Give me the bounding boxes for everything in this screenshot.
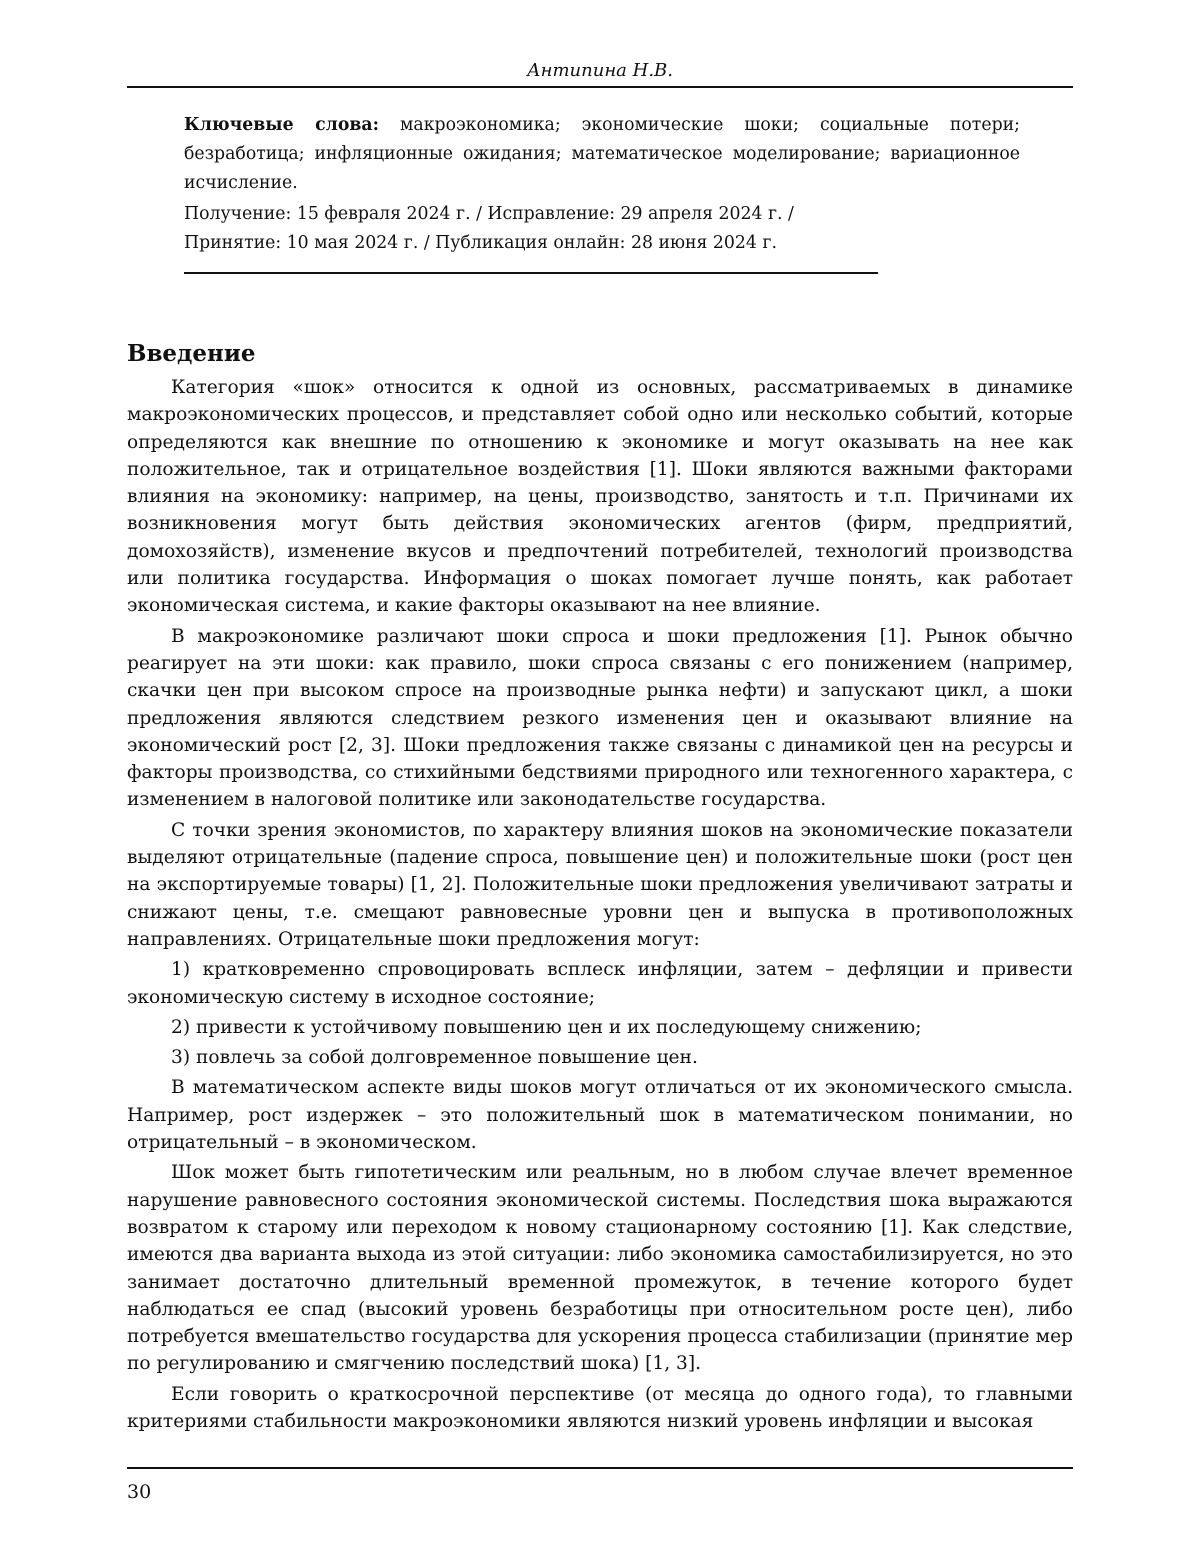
paragraph: Если говорить о краткосрочной перспективе (от месяца до одного года), то главными критериями стабильности макроэкономики являются низкий уровень инфляции и высокая: [127, 1383, 1073, 1432]
paragraph: Шок может быть гипотетическим или реальным, но в любом случае влечет временное нарушение равновесного состояния экономической системы. Последствия шока выражаются возвратом к старому или переходом к новому стационарному состоянию [1]. Как следствие, имеются два варианта выхода из этой ситуации: либо экономика самостабилизируется, но это занимает достаточно длительный временной промежуток, в течение которого будет наблюдаться ее спад (высокий уровень безработицы при относительном росте цен), либо потребуется вмешательство государства для ускорения процесса стабилизации (принятие мер по регулированию и смягчению последствий шока) [1, 3].: [127, 1162, 1073, 1375]
list-item: 1) кратковременно спровоцировать всплеск инфляции, затем – дефляции и привести экономическую систему в исходное состояние;: [127, 959, 1073, 1008]
section-title: Введение: [127, 340, 256, 367]
dates-line-1: Получение: 15 февраля 2024 г. / Исправление: 29 апреля 2024 г. /: [184, 204, 794, 224]
publication-dates: [184, 200, 1020, 258]
list-item: 2) привести к устойчивому повышению цен и их последующему снижению;: [171, 1016, 922, 1038]
section-body: [127, 374, 1073, 1435]
keywords-block: [184, 111, 1020, 198]
header-rule: [127, 86, 1073, 88]
dates-line-2: Принятие: 10 мая 2024 г. / Публикация онлайн: 28 июня 2024 г.: [184, 233, 777, 253]
paragraph: В макроэкономике различают шоки спроса и шоки предложения [1]. Рынок обычно реагирует на эти шоки: как правило, шоки спроса связаны с его понижением (например, скачки цен при высоком спросе на производные рынка нефти) и запускают цикл, а шоки предложения являются следствием резкого изменения цен и оказывают влияние на экономический рост [2, 3]. Шоки предложения также связаны с динамикой цен на ресурсы и факторы производства, со стихийными бедствиями природного или техногенного характера, с изменением в налоговой политике или законодательстве государства.: [127, 625, 1073, 811]
footer-rule: [127, 1467, 1073, 1469]
paragraph: В математическом аспекте виды шоков могут отличаться от их экономического смысла. Например, рост издержек – это положительный шок в математическом понимании, но отрицательный – в экономическом.: [127, 1077, 1073, 1154]
keywords-label: Ключевые слова:: [184, 115, 379, 135]
page-number: 30: [127, 1481, 152, 1503]
list-item: 3) повлечь за собой долговременное повышение цен.: [171, 1047, 698, 1069]
paragraph: С точки зрения экономистов, по характеру влияния шоков на экономические показатели выделяют отрицательные (падение спроса, повышение цен) и положительные шоки (рост цен на экспортируемые товары) [1, 2]. Положительные шоки предложения увеличивают затраты и снижают цены, т.е. смещают равновесные уровни цен и выпуска в противоположных направлениях. Отрицательные шоки предложения могут:: [127, 819, 1073, 950]
abstract-rule: [184, 272, 878, 274]
running-header: Антипина Н.В.: [526, 60, 673, 81]
keywords-text: макроэкономика; экономические шоки; социальные потери; безработица; инфляционные ожидания; математическое моделирование; вариационное исчисление.: [184, 115, 1020, 193]
paragraph: Категория «шок» относится к одной из основных, рассматриваемых в динамике макроэкономических процессов, и представляет собой одно или несколько событий, которые определяются как внешние по отношению к экономике и могут оказывать на нее как положительное, так и отрицательное воздействия [1]. Шоки являются важными факторами влияния на экономику: например, на цены, производство, занятость и т.п. Причинами их возникновения могут быть действия экономических агентов (фирм, предприятий, домохозяйств), изменение вкусов и предпочтений потребителей, технологий производства или политика государства. Информация о шоках помогает лучше понять, как работает экономическая система, и какие факторы оказывают на нее влияние.: [127, 377, 1073, 617]
